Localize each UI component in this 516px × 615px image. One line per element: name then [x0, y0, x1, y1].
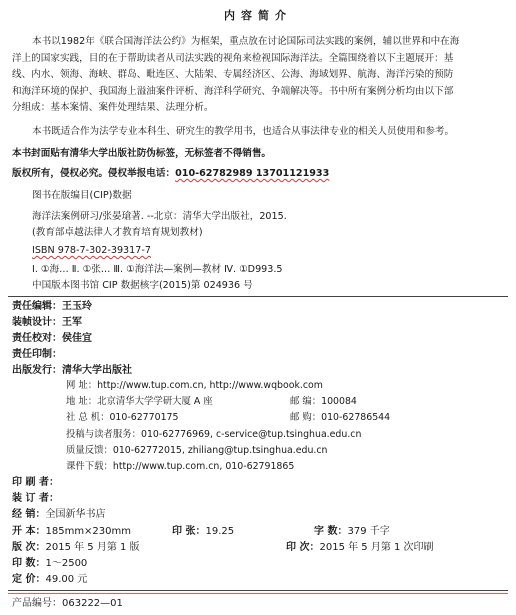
- switchboard-label: 社 总 机：: [66, 412, 110, 423]
- wordcount-row: [314, 526, 390, 539]
- switchboard-value: 010-62770175: [109, 412, 179, 423]
- staff-value: 王军: [62, 317, 82, 328]
- intro-line: 和海洋环境的保护、我国海上溢油案件评析、海洋科学研究、争端解决等。书中所有案例分析均由以下部: [12, 85, 454, 97]
- wordcount-value: 379 千字: [347, 526, 390, 537]
- staff-row: [12, 333, 92, 346]
- cip-isbn: ISBN 978-7-302-39317-7: [32, 245, 151, 256]
- sheets-value: 19.25: [205, 526, 235, 537]
- distributor-row: [12, 509, 105, 522]
- address-row: [66, 396, 213, 408]
- impression-row: [286, 542, 434, 555]
- copyright-prefix: 版权所有，侵权必究。侵权举报电话：: [12, 168, 176, 179]
- staff-label: 责任编辑：: [12, 301, 62, 312]
- website-label: 网 址：: [66, 380, 98, 391]
- cip-line: (教育部卓越法律人才教育培育规划教材): [32, 227, 203, 238]
- copyright-notice: [12, 168, 329, 180]
- mailorder-row: [290, 412, 390, 424]
- intro-paragraph: [12, 34, 508, 117]
- impression-label: 印 次：: [286, 542, 320, 553]
- format-row: [12, 526, 131, 539]
- edition-value: 2015 年 5 月第 1 版: [45, 542, 140, 553]
- cip-line: 海洋法案例研习/张晏瑲著. --北京：清华大学出版社，2015.: [32, 211, 287, 222]
- format-label: 开 本：: [12, 526, 46, 537]
- switchboard-row: [66, 412, 178, 424]
- divider: [8, 590, 508, 591]
- format-value: 185mm×230mm: [45, 526, 132, 537]
- distributor-value: 全国新华书店: [45, 509, 106, 520]
- page-title: 内容简介: [224, 9, 292, 22]
- divider-red: [8, 593, 508, 594]
- intro-line: 洋上的国家实践，目的在于帮助读者从司法实践的视角来检视国际海洋法。全篇围绕着以下主题展开：基: [12, 52, 454, 64]
- edition-row: [12, 542, 140, 555]
- price-value: 49.00 元: [45, 574, 88, 585]
- intro-line: 分组成：基本案情、案件处理结果、法理分析。: [12, 102, 214, 113]
- distributor-label: 经 销：: [12, 509, 46, 520]
- wordcount-label: 字 数：: [314, 526, 348, 537]
- divider: [8, 296, 508, 297]
- print-run-value: 1～2500: [45, 558, 88, 569]
- staff-label: 装帧设计：: [12, 317, 62, 328]
- cip-line: Ⅰ. ①海… Ⅱ. ①张… Ⅲ. ①海洋法—案例—教材 Ⅳ. ①D993.5: [32, 264, 283, 275]
- mailorder-label: 邮 购：: [290, 412, 322, 423]
- publisher-row: [12, 365, 132, 378]
- print-run-row: [12, 558, 87, 571]
- address-label: 地 址：: [66, 396, 98, 407]
- staff-value: 侯佳宜: [62, 333, 92, 344]
- report-phones: 010-62782989 13701121933: [175, 168, 330, 179]
- price-row: [12, 574, 87, 587]
- price-label: 定 价：: [12, 574, 46, 585]
- intro-line: 本书以1982年《联合国海洋法公约》为框架，重点放在讨论国际司法实践的案例，辅以世界和中在海: [32, 36, 460, 47]
- staff-label: 责任印制：: [12, 349, 62, 360]
- zipcode-row: [290, 396, 357, 408]
- staff-label: 责任校对：: [12, 333, 62, 344]
- binder-label: 装 订 者：: [12, 493, 59, 504]
- quality-feedback-row: 质量反馈：010-62772015, zhiliang@tup.tsinghua.edu.cn: [66, 445, 328, 456]
- anti-counterfeit-notice: 本书封面贴有清华大学出版社防伪标签，无标签者不得销售。: [12, 148, 272, 159]
- staff-row: [12, 317, 82, 330]
- publisher-label: 出版发行：: [12, 365, 62, 376]
- staff-row: [12, 349, 62, 362]
- cip-header: 图书在版编目(CIP)数据: [32, 190, 132, 201]
- submission-row: 投稿与读者服务：010-62776969, c-service@tup.tsinghua.edu.cn: [66, 429, 362, 440]
- staff-row: [12, 301, 92, 314]
- edition-label: 版 次：: [12, 542, 46, 553]
- sheets-label: 印 张：: [172, 526, 206, 537]
- mailorder-value: 010-62786544: [321, 412, 391, 423]
- audience-text: 本书既适合作为法学专业本科生、研究生的教学用书，也适合从事法律专业的相关人员使用和参考。: [32, 126, 455, 137]
- website-value: http://www.tup.com.cn, http://www.wqbook.com: [97, 380, 323, 391]
- courseware-row: 课件下载：http://www.tup.com.cn, 010-62791865: [66, 461, 295, 472]
- staff-value: 王玉玲: [62, 301, 92, 312]
- zipcode-value: 100084: [321, 396, 357, 407]
- publisher-name: 清华大学出版社: [62, 365, 132, 376]
- website-row: [66, 380, 323, 392]
- product-code: 产品编号：063222—01: [12, 598, 123, 609]
- cip-line: 中国版本图书馆 CIP 数据核字(2015)第 024936 号: [32, 280, 253, 291]
- printer-label: 印 刷 者：: [12, 477, 59, 488]
- address-value: 北京清华大学学研大厦 A 座: [97, 396, 213, 407]
- zipcode-label: 邮 编：: [290, 396, 322, 407]
- sheets-row: [172, 526, 234, 539]
- impression-value: 2015 年 5 月第 1 次印刷: [319, 542, 434, 553]
- intro-line: 线、内水、领海、海峡、群岛、毗连区、大陆架、专属经济区、公海、海域划界、航海、海洋污染的预防: [12, 69, 454, 80]
- print-run-label: 印 数：: [12, 558, 46, 569]
